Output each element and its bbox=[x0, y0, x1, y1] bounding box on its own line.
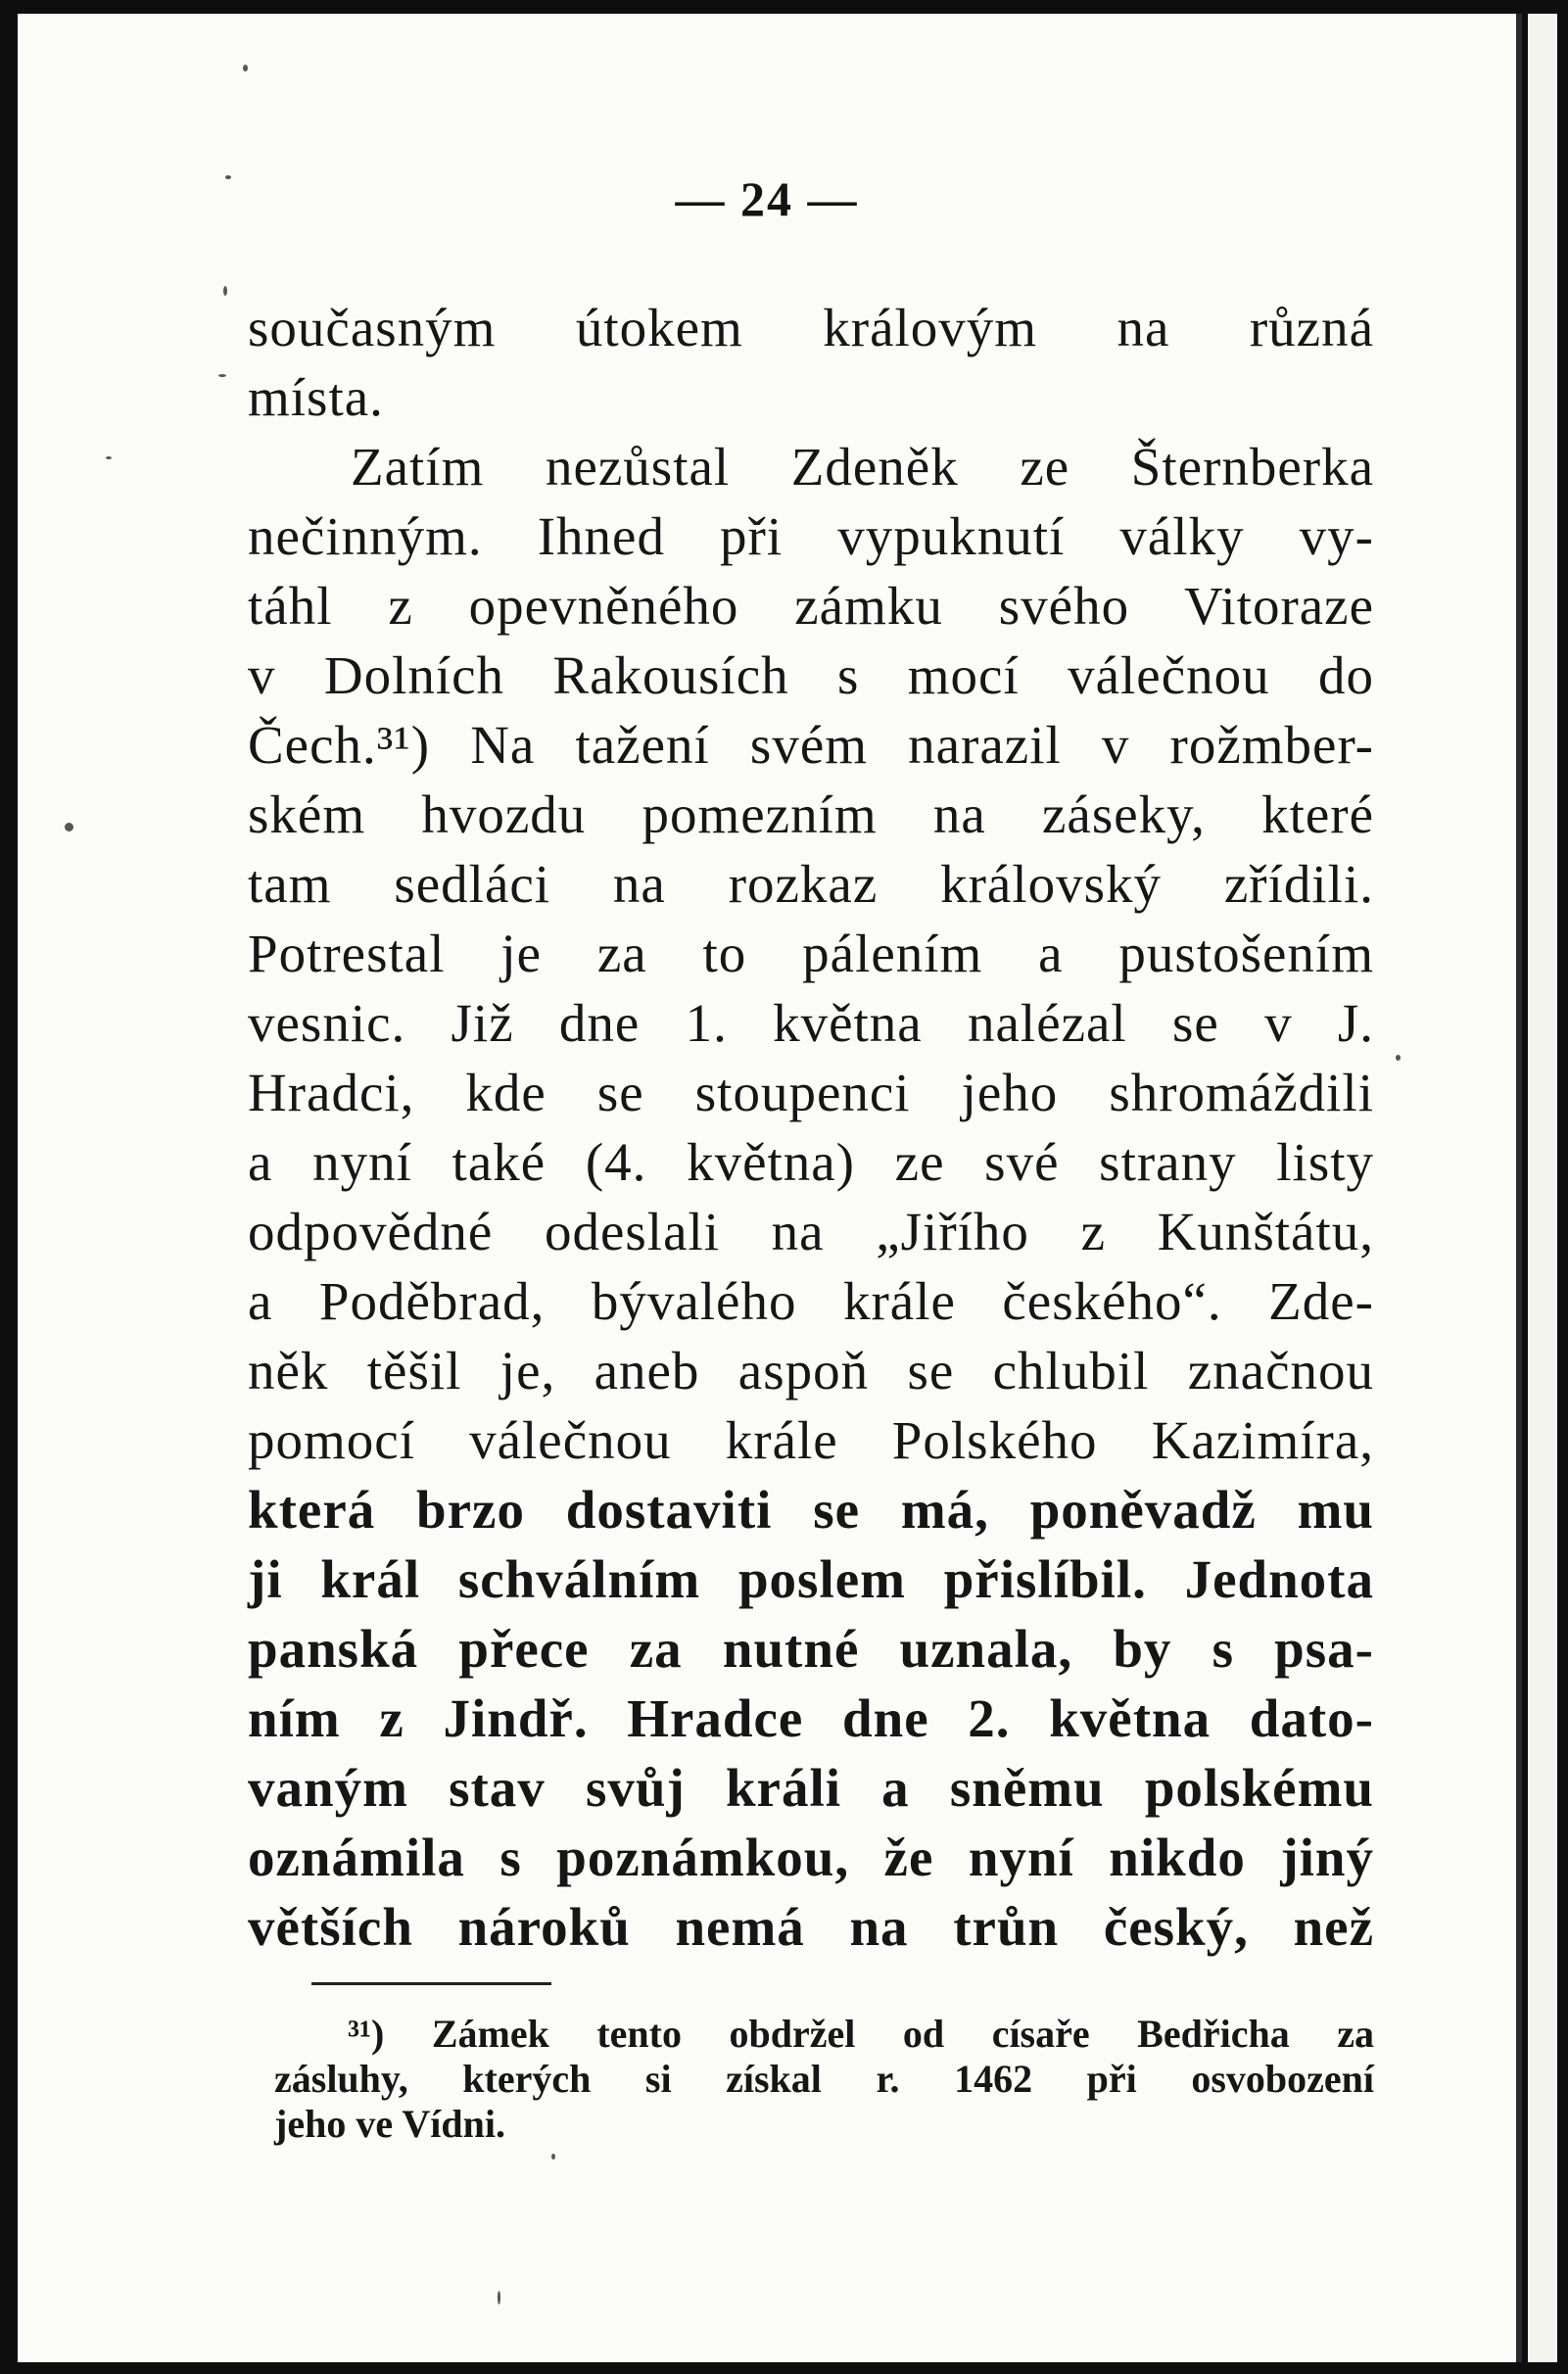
text-line: pomocí válečnou krále Polského Kazimíra, bbox=[248, 1410, 1374, 1470]
dust-speck bbox=[243, 65, 248, 71]
text-line: oznámila s poznámkou, že nyní nikdo jiný bbox=[248, 1828, 1374, 1887]
text-line: ním z Jindř. Hradce dne 2. května dato- bbox=[248, 1688, 1374, 1748]
page-number: — 24 — bbox=[675, 171, 859, 226]
text-line: vesnic. Již dne 1. května nalézal se v J. bbox=[248, 993, 1374, 1053]
text-line: místa. bbox=[248, 367, 384, 427]
footnote-line: zásluhy, kterých si získal r. 1462 při osvobození bbox=[274, 2057, 1374, 2101]
dust-speck bbox=[65, 823, 73, 831]
footnote-line: jeho ve Vídni. bbox=[274, 2102, 505, 2146]
text-line: táhl z opevněného zámku svého Vitoraze bbox=[248, 576, 1374, 636]
text-line: Hradci, kde se stoupenci jeho shromáždili bbox=[248, 1063, 1374, 1122]
text-line: Čech.³¹) Na tažení svém narazil v rožmber- bbox=[248, 715, 1374, 775]
body-text bbox=[248, 293, 1374, 1962]
text-line: ji král schválním poslem přislíbil. Jednota bbox=[248, 1549, 1374, 1609]
text-line: a Poděbrad, bývalého krále českého“. Zde- bbox=[248, 1271, 1374, 1331]
text-line: ském hvozdu pomezním na záseky, které bbox=[248, 784, 1374, 844]
text-line: větších nároků nemá na trůn český, než bbox=[248, 1897, 1374, 1957]
footnote-line: ³¹) Zámek tento obdržel od císaře Bedřicha za bbox=[348, 2012, 1374, 2056]
dust-speck bbox=[551, 2154, 555, 2160]
text-line: a nyní také (4. května) ze své strany listy bbox=[248, 1132, 1374, 1192]
text-line: něk těšil je, aneb aspoň se chlubil značnou bbox=[248, 1341, 1374, 1401]
text-line: současným útokem královým na různá bbox=[248, 298, 1374, 357]
book-page bbox=[18, 14, 1522, 2362]
text-line: nečinným. Ihned při vypuknutí války vy- bbox=[248, 506, 1374, 566]
footnote bbox=[274, 2012, 1374, 2147]
dust-speck bbox=[106, 456, 112, 459]
dust-speck bbox=[1396, 1055, 1401, 1061]
dust-speck bbox=[218, 374, 226, 377]
text-line: Potrestal je za to pálením a pustošením bbox=[248, 924, 1374, 983]
text-line: v Dolních Rakousích s mocí válečnou do bbox=[248, 645, 1374, 705]
dust-speck bbox=[223, 286, 227, 296]
next-page-edge bbox=[1528, 14, 1557, 2362]
footnote-separator bbox=[311, 1982, 551, 1985]
text-line: Zatím nezůstal Zdeněk ze Šternberka bbox=[351, 437, 1374, 497]
text-line: která brzo dostaviti se má, poněvadž mu bbox=[248, 1480, 1374, 1540]
dust-speck bbox=[498, 2291, 500, 2304]
text-line: odpovědné odeslali na „Jiřího z Kunštátu, bbox=[248, 1202, 1374, 1261]
text-line: vaným stav svůj králi a sněmu polskému bbox=[248, 1758, 1374, 1818]
text-line: panská přece za nutné uznala, by s psa- bbox=[248, 1619, 1374, 1679]
text-line: tam sedláci na rozkaz královský zřídili. bbox=[248, 854, 1374, 914]
